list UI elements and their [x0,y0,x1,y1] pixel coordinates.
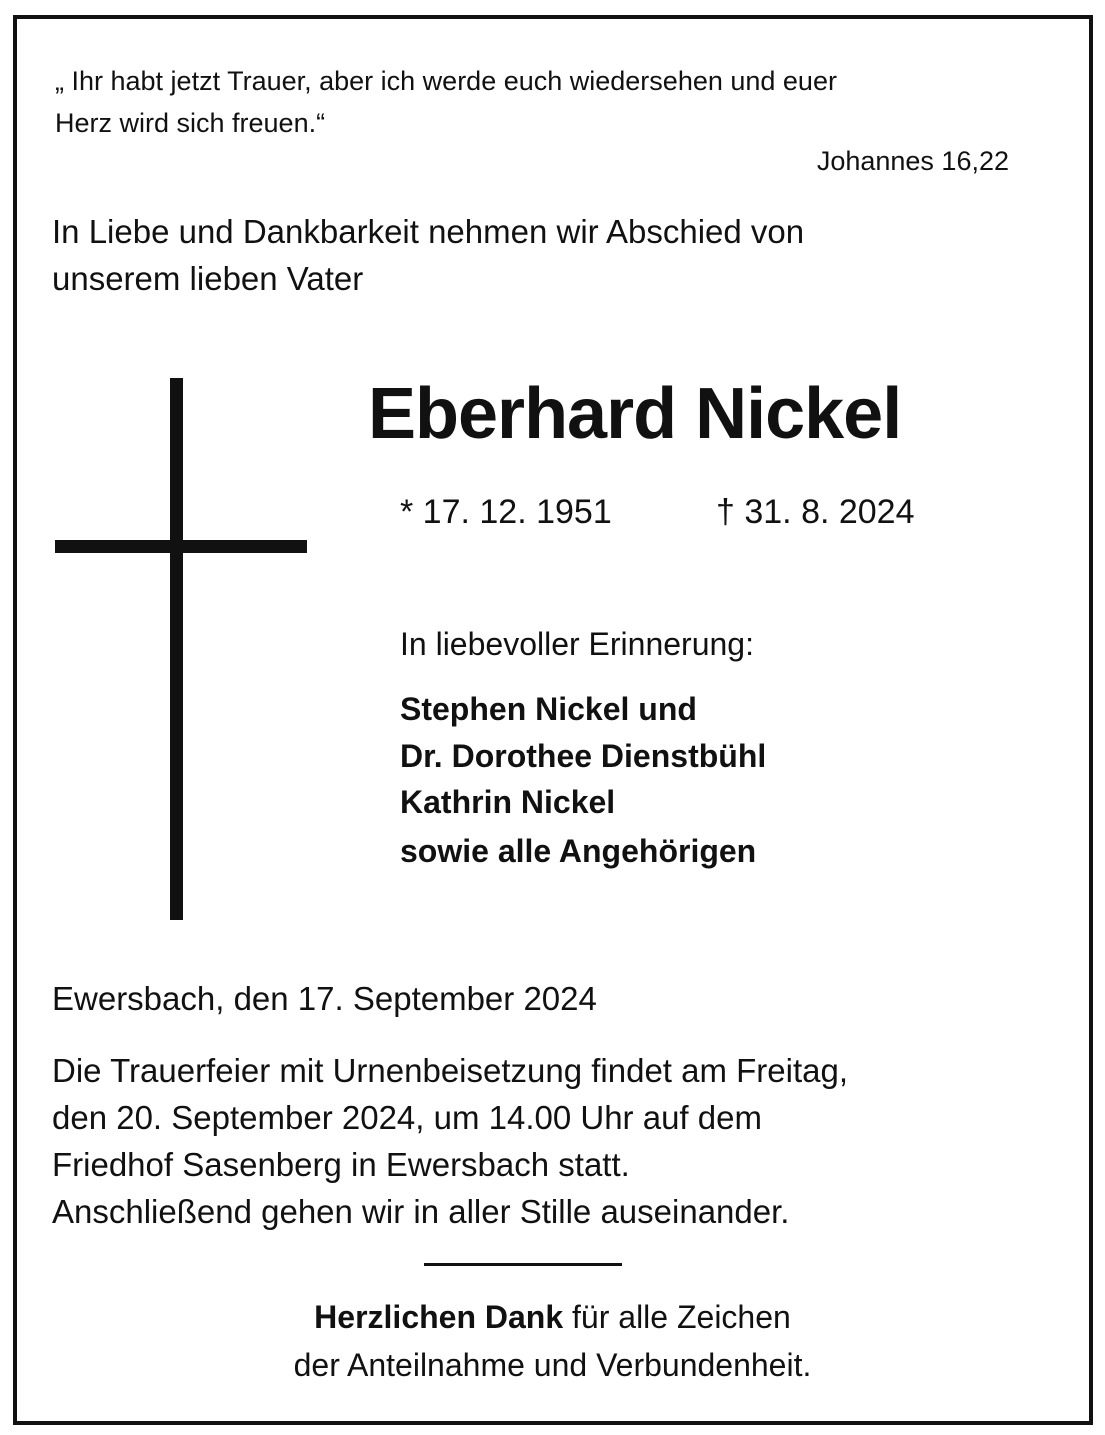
mourner-name: sowie alle Angehörigen [400,833,757,869]
intro-line-2: unserem lieben Vater [52,260,364,297]
thanks-rest: für alle Zeichen [563,1299,791,1335]
quote-line-1: „ Ihr habt jetzt Trauer, aber ich werde euch wiedersehen und euer [55,66,837,96]
cross-icon [170,378,183,920]
death-date: † 31. 8. 2024 [716,493,915,531]
mourners-heading: In liebevoller Erinnerung: [400,626,754,662]
mourner-name: Stephen Nickel und [400,691,697,727]
thanks-bold: Herzlichen Dank [314,1299,564,1335]
ceremony-line: Anschließend gehen wir in aller Stille auseinander. [52,1193,790,1230]
quote-source: Johannes 16,22 [816,146,1009,176]
ceremony-line: Friedhof Sasenberg in Ewersbach statt. [52,1146,630,1183]
birth-date: * 17. 12. 1951 [400,493,612,531]
ceremony-line: den 20. September 2024, um 14.00 Uhr auf dem [52,1099,762,1136]
mourner-name: Kathrin Nickel [400,784,616,820]
cross-icon-bar [55,540,307,553]
divider [424,1263,622,1266]
quote-line-2: Herz wird sich freuen.“ [55,108,326,138]
thanks-line-1 [0,1301,1105,1333]
intro-line-1: In Liebe und Dankbarkeit nehmen wir Abschied von [52,213,805,250]
thanks-line-2: der Anteilnahme und Verbundenheit. [293,1347,812,1383]
deceased-name: Eberhard Nickel [368,374,902,454]
mourner-name: Dr. Dorothee Dienstbühl [400,738,767,774]
ceremony-line: Die Trauerfeier mit Urnenbeisetzung findet am Freitag, [52,1052,849,1089]
place-date: Ewersbach, den 17. September 2024 [52,980,597,1017]
